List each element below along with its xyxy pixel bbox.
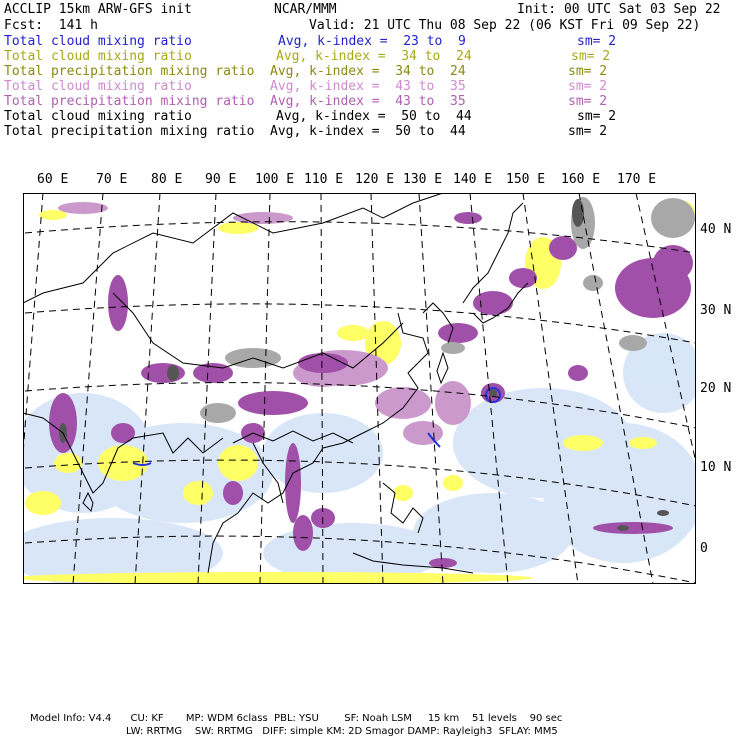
legend-smoothing: sm= 2 bbox=[568, 79, 608, 94]
model-title: ACCLIP 15km ARW-GFS init bbox=[4, 2, 192, 17]
org-label: NCAR/MMM bbox=[274, 2, 337, 17]
lon-label: 60 E bbox=[37, 172, 69, 187]
legend-field-name: Total precipitation mixing ratio bbox=[4, 94, 255, 109]
lon-label: 130 E bbox=[403, 172, 443, 187]
lon-label: 80 E bbox=[151, 172, 183, 187]
lon-label: 140 E bbox=[453, 172, 493, 187]
legend-field-name: Total precipitation mixing ratio bbox=[4, 124, 255, 139]
legend-field-name: Total precipitation mixing ratio bbox=[4, 64, 255, 79]
lon-label: 120 E bbox=[355, 172, 395, 187]
legend-smoothing: sm= 2 bbox=[568, 124, 608, 139]
lon-label: 100 E bbox=[255, 172, 295, 187]
lon-label: 150 E bbox=[506, 172, 546, 187]
legend-smoothing: sm= 2 bbox=[571, 49, 611, 64]
valid-time: Valid: 21 UTC Thu 08 Sep 22 (06 KST Fri 09 Sep 22) bbox=[309, 18, 701, 33]
init-time: Init: 00 UTC Sat 03 Sep 22 bbox=[517, 2, 721, 17]
lat-label: 30 N bbox=[700, 303, 732, 318]
forecast-hour: Fcst: 141 h bbox=[4, 18, 98, 33]
lon-label: 170 E bbox=[617, 172, 657, 187]
legend-smoothing: sm= 2 bbox=[577, 34, 617, 49]
legend-k-range: Avg, k-index = 23 to 9 bbox=[278, 34, 466, 49]
legend-field-name: Total cloud mixing ratio bbox=[4, 109, 192, 124]
legend-k-range: Avg, k-index = 50 to 44 bbox=[276, 109, 472, 124]
lon-label: 90 E bbox=[205, 172, 237, 187]
lon-label: 70 E bbox=[96, 172, 128, 187]
legend-k-range: Avg, k-index = 34 to 24 bbox=[270, 64, 466, 79]
legend-k-range: Avg, k-index = 50 to 44 bbox=[270, 124, 466, 139]
legend-field-name: Total cloud mixing ratio bbox=[4, 34, 192, 49]
lat-label: 40 N bbox=[700, 222, 732, 237]
lon-label: 110 E bbox=[304, 172, 344, 187]
legend-field-name: Total cloud mixing ratio bbox=[4, 79, 192, 94]
forecast-map[interactable] bbox=[23, 193, 696, 584]
lat-label: 20 N bbox=[700, 381, 732, 396]
legend-smoothing: sm= 2 bbox=[568, 94, 608, 109]
lat-label: 0 bbox=[700, 541, 708, 556]
legend-k-range: Avg, k-index = 34 to 24 bbox=[276, 49, 472, 64]
legend-k-range: Avg, k-index = 43 to 35 bbox=[270, 79, 466, 94]
legend-field-name: Total cloud mixing ratio bbox=[4, 49, 192, 64]
model-info-line2: LW: RRTMG SW: RRTMG DIFF: simple KM: 2D Smagor DAMP: Rayleigh3 SFLAY: MM5 bbox=[126, 726, 558, 737]
model-info-line1: Model Info: V4.4 CU: KF MP: WDM 6class PBL: YSU SF: Noah LSM 15 km 51 levels 90 sec bbox=[30, 713, 563, 724]
legend-smoothing: sm= 2 bbox=[577, 109, 617, 124]
lat-label: 10 N bbox=[700, 460, 732, 475]
legend-smoothing: sm= 2 bbox=[568, 64, 608, 79]
lon-label: 160 E bbox=[561, 172, 601, 187]
legend-k-range: Avg, k-index = 43 to 35 bbox=[270, 94, 466, 109]
